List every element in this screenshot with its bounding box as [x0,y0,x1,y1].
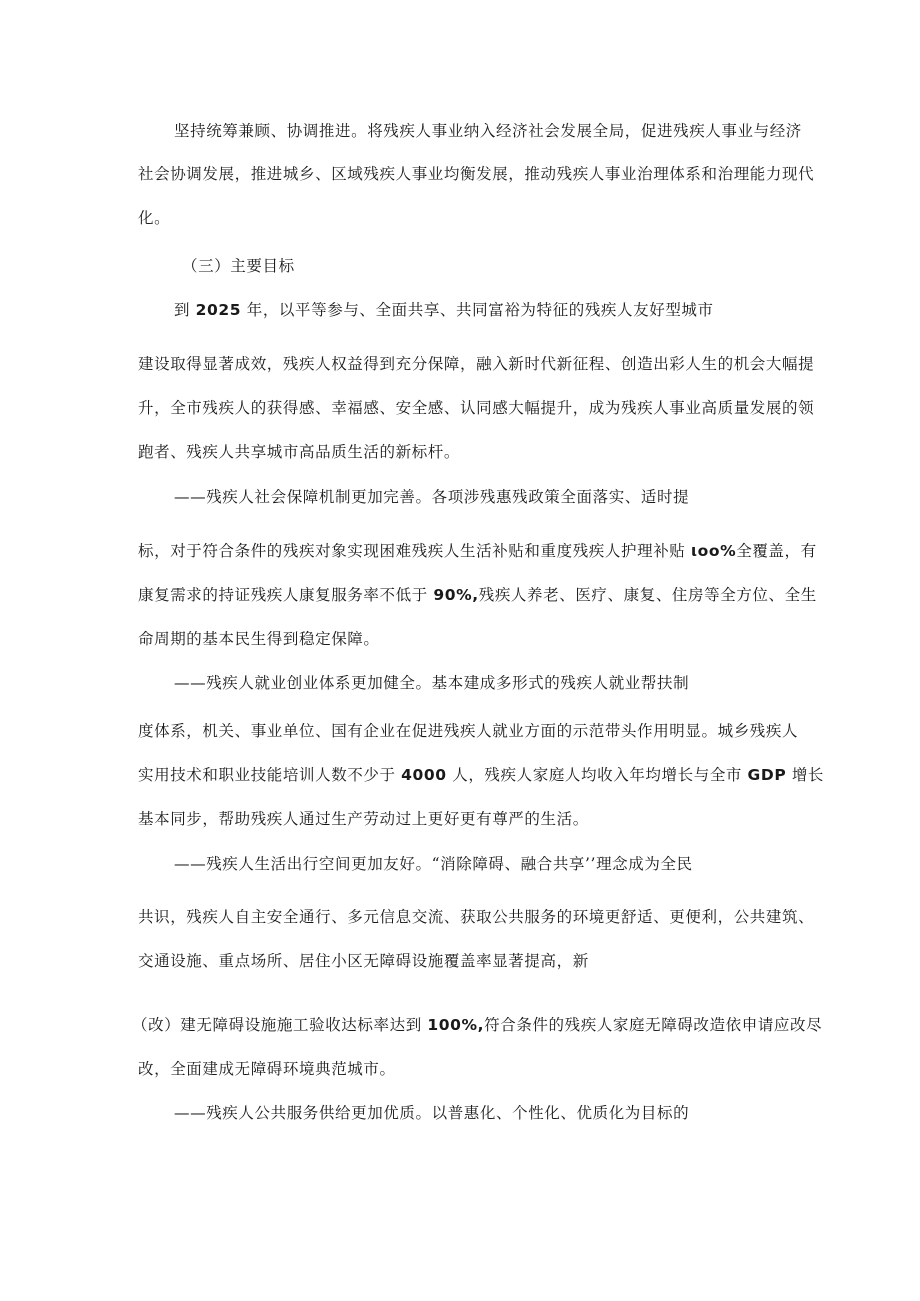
paragraph-line: 康复需求的持证残疾人康复服务率不低于 90%,残疾人养老、医疗、康复、住房等全方位、全生 [138,586,817,604]
paragraph-line: （改）建无障碍设施施工验收达标率达到 100%,符合条件的残疾人家庭无障碍改造依申请应改尽 [132,1016,823,1034]
paragraph-line: 共识，残疾人自主安全通行、多元信息交流、获取公共服务的环境更舒适、更便利，公共建筑、 [138,908,815,926]
paragraph-line: 实用技术和职业技能培训人数不少于 4000 人，残疾人家庭人均收入年均增长与全市 GDP 增长 [138,766,825,784]
paragraph-line: 标，对于符合条件的残疾对象实现困难残疾人生活补贴和重度残疾人护理补贴 ιoo%全覆盖，有 [138,542,817,560]
paragraph-line: ——残疾人就业创业体系更加健全。基本建成多形式的残疾人就业帮扶制 [174,674,690,692]
paragraph-line: 基本同步，帮助残疾人通过生产劳动过上更好更有尊严的生活。 [138,810,589,828]
paragraph-line: ——残疾人公共服务供给更加优质。以普惠化、个性化、优质化为目标的 [174,1104,690,1122]
paragraph-line: 坚持统筹兼顾、协调推进。将残疾人事业纳入经济社会发展全局，促进残疾人事业与经济 [174,122,802,140]
paragraph-line: 交通设施、重点场所、居住小区无障碍设施覆盖率显著提高，新 [138,952,589,970]
paragraph-line: 建设取得显著成效，残疾人权益得到充分保障，融入新时代新征程、创造出彩人生的机会大幅提 [138,355,815,373]
section-heading: （三）主要目标 [182,257,295,275]
paragraph-line: 升，全市残疾人的获得感、幸福感、安全感、认同感大幅提升，成为残疾人事业高质量发展的领 [138,399,815,417]
paragraph-line: ——残疾人社会保障机制更加完善。各项涉残惠残政策全面落实、适时提 [174,488,690,506]
paragraph-line: 改，全面建成无障碍环境典范城市。 [138,1060,396,1078]
paragraph-line: 度体系，机关、事业单位、国有企业在促进残疾人就业方面的示范带头作用明显。城乡残疾人 [138,722,799,740]
paragraph-line: 跑者、残疾人共享城市高品质生活的新标杆。 [138,443,461,461]
paragraph-line: ——残疾人生活出行空间更加友好。“消除障碍、融合共享’’理念成为全民 [174,855,693,873]
paragraph-line: 到 2025 年，以平等参与、全面共享、共同富裕为特征的残疾人友好型城市 [174,301,714,319]
paragraph-line: 化。 [138,209,171,227]
paragraph-line: 命周期的基本民生得到稳定保障。 [138,630,380,648]
paragraph-line: 社会协调发展，推进城乡、区域残疾人事业均衡发展，推动残疾人事业治理体系和治理能力现代 [138,165,815,183]
